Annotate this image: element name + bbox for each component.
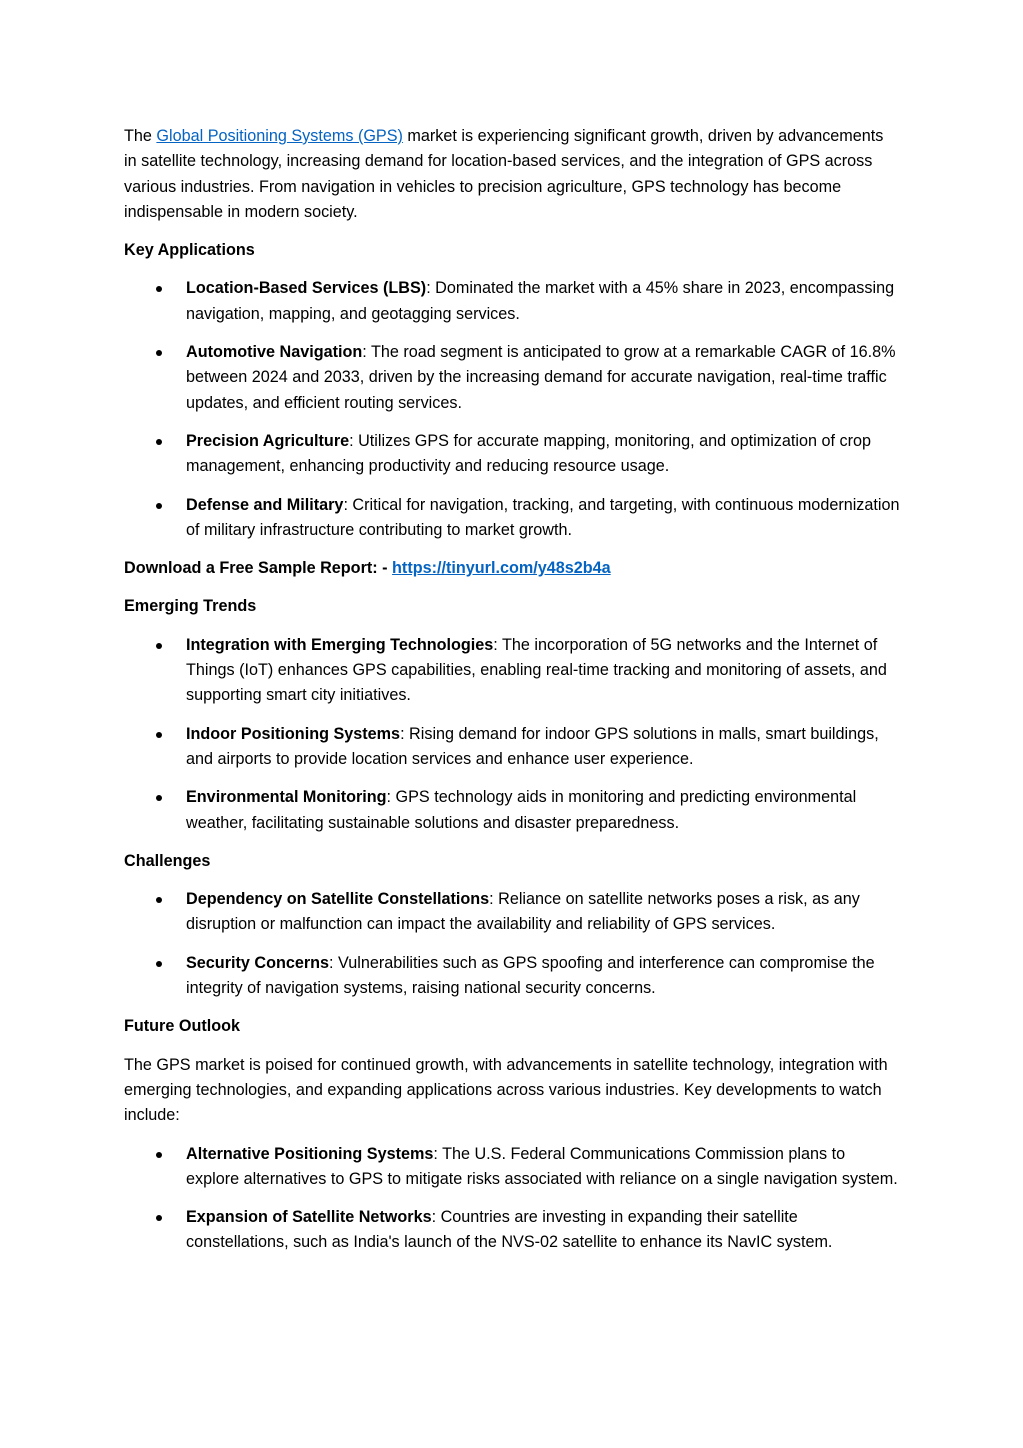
item-term: Indoor Positioning Systems <box>186 724 401 743</box>
item-term: Dependency on Satellite Constellations <box>186 890 490 909</box>
item-text: : The U.S. Federal Communications Commission plans to explore alternatives to GPS to mitigate risks associated with reliance on a single navigation system. <box>186 1144 898 1188</box>
item-text: : Dominated the market with a 45% share in 2023, encompassing navigation, mapping, and geotagging services. <box>186 279 895 323</box>
challenges-list <box>124 887 900 1001</box>
item-text: : The road segment is anticipated to grow at a remarkable CAGR of 16.8% between 2024 and 2033, driven by the increasing demand for accurate navigation, real-time traffic updates, and efficient routing services. <box>186 343 896 412</box>
download-line <box>124 556 900 581</box>
key-applications-list <box>124 276 900 543</box>
emerging-trends-list <box>124 633 900 836</box>
item-text: : The incorporation of 5G networks and the Internet of Things (IoT) enhances GPS capabilities, enabling real-time tracking and monitoring of assets, and supporting smart city initiatives. <box>186 635 887 705</box>
bullet-icon <box>156 350 162 356</box>
list-item <box>124 785 900 836</box>
bullet-icon <box>156 1152 162 1158</box>
bullet-icon <box>156 961 162 967</box>
bullet-icon <box>156 439 162 445</box>
list-item <box>124 951 900 1002</box>
download-label: Download a Free Sample Report: - <box>124 559 393 578</box>
intro-paragraph <box>124 124 900 225</box>
bullet-icon <box>156 286 162 292</box>
future-outlook-heading: Future Outlook <box>124 1017 240 1036</box>
item-term: Environmental Monitoring <box>186 788 387 807</box>
item-term: Security Concerns <box>186 953 330 972</box>
item-term: Automotive Navigation <box>186 343 363 362</box>
challenges-heading: Challenges <box>124 851 211 870</box>
item-term: Alternative Positioning Systems <box>186 1144 434 1163</box>
bullet-icon <box>156 503 162 509</box>
list-item <box>124 276 900 327</box>
item-text: : Rising demand for indoor GPS solutions in malls, smart buildings, and airports to provide location services and enhance user experience. <box>186 724 879 768</box>
sample-report-link[interactable]: https://tinyurl.com/y48s2b4a <box>392 559 611 578</box>
item-text: : Vulnerabilities such as GPS spoofing and interference can compromise the integrity of navigation systems, raising national security concerns. <box>186 953 875 998</box>
intro-suffix: market is experiencing significant growth, driven by advancements in satellite technology, increasing demand for location-based services, and the integration of GPS across various industries. From navigation in vehicles to precision agriculture, GPS technology has become indispensable in modern society. <box>124 127 884 221</box>
bullet-icon <box>156 643 162 649</box>
key-applications-heading: Key Applications <box>124 241 255 260</box>
list-item <box>124 633 900 709</box>
document-page <box>124 124 900 1269</box>
item-term: Location-Based Services (LBS) <box>186 279 427 298</box>
gps-link[interactable]: Global Positioning Systems (GPS) <box>156 127 403 145</box>
list-item <box>124 887 900 938</box>
list-item <box>124 340 900 416</box>
list-item <box>124 1205 900 1256</box>
list-item <box>124 429 900 480</box>
item-text: : Critical for navigation, tracking, and targeting, with continuous modernization of military infrastructure contributing to market growth. <box>186 495 900 539</box>
item-text: : GPS technology aids in monitoring and predicting environmental weather, facilitating sustainable solutions and disaster preparedness. <box>186 788 857 832</box>
item-text: : Countries are investing in expanding their satellite constellations, such as India's launch of the NVS-02 satellite to enhance its NavIC system. <box>186 1208 833 1252</box>
item-text: : Utilizes GPS for accurate mapping, monitoring, and optimization of crop management, enhancing productivity and reducing resource usage. <box>186 431 871 476</box>
item-text: : Reliance on satellite networks poses a risk, as any disruption or malfunction can impact the availability and reliability of GPS services. <box>186 890 860 934</box>
item-term: Defense and Military <box>186 495 344 514</box>
bullet-icon <box>156 732 162 738</box>
future-outlook-list <box>124 1142 900 1256</box>
bullet-icon <box>156 795 162 801</box>
list-item <box>124 1142 900 1193</box>
bullet-icon <box>156 1215 162 1221</box>
future-outlook-paragraph: The GPS market is poised for continued growth, with advancements in satellite technology, integration with emerging technologies, and expanding applications across various industries. Key developments to watch include: <box>124 1055 888 1125</box>
list-item <box>124 722 900 773</box>
emerging-trends-heading: Emerging Trends <box>124 597 257 616</box>
item-term: Expansion of Satellite Networks <box>186 1208 432 1227</box>
item-term: Integration with Emerging Technologies <box>186 635 494 654</box>
intro-prefix: The <box>124 127 157 145</box>
bullet-icon <box>156 897 162 903</box>
list-item <box>124 493 900 544</box>
item-term: Precision Agriculture <box>186 431 350 450</box>
